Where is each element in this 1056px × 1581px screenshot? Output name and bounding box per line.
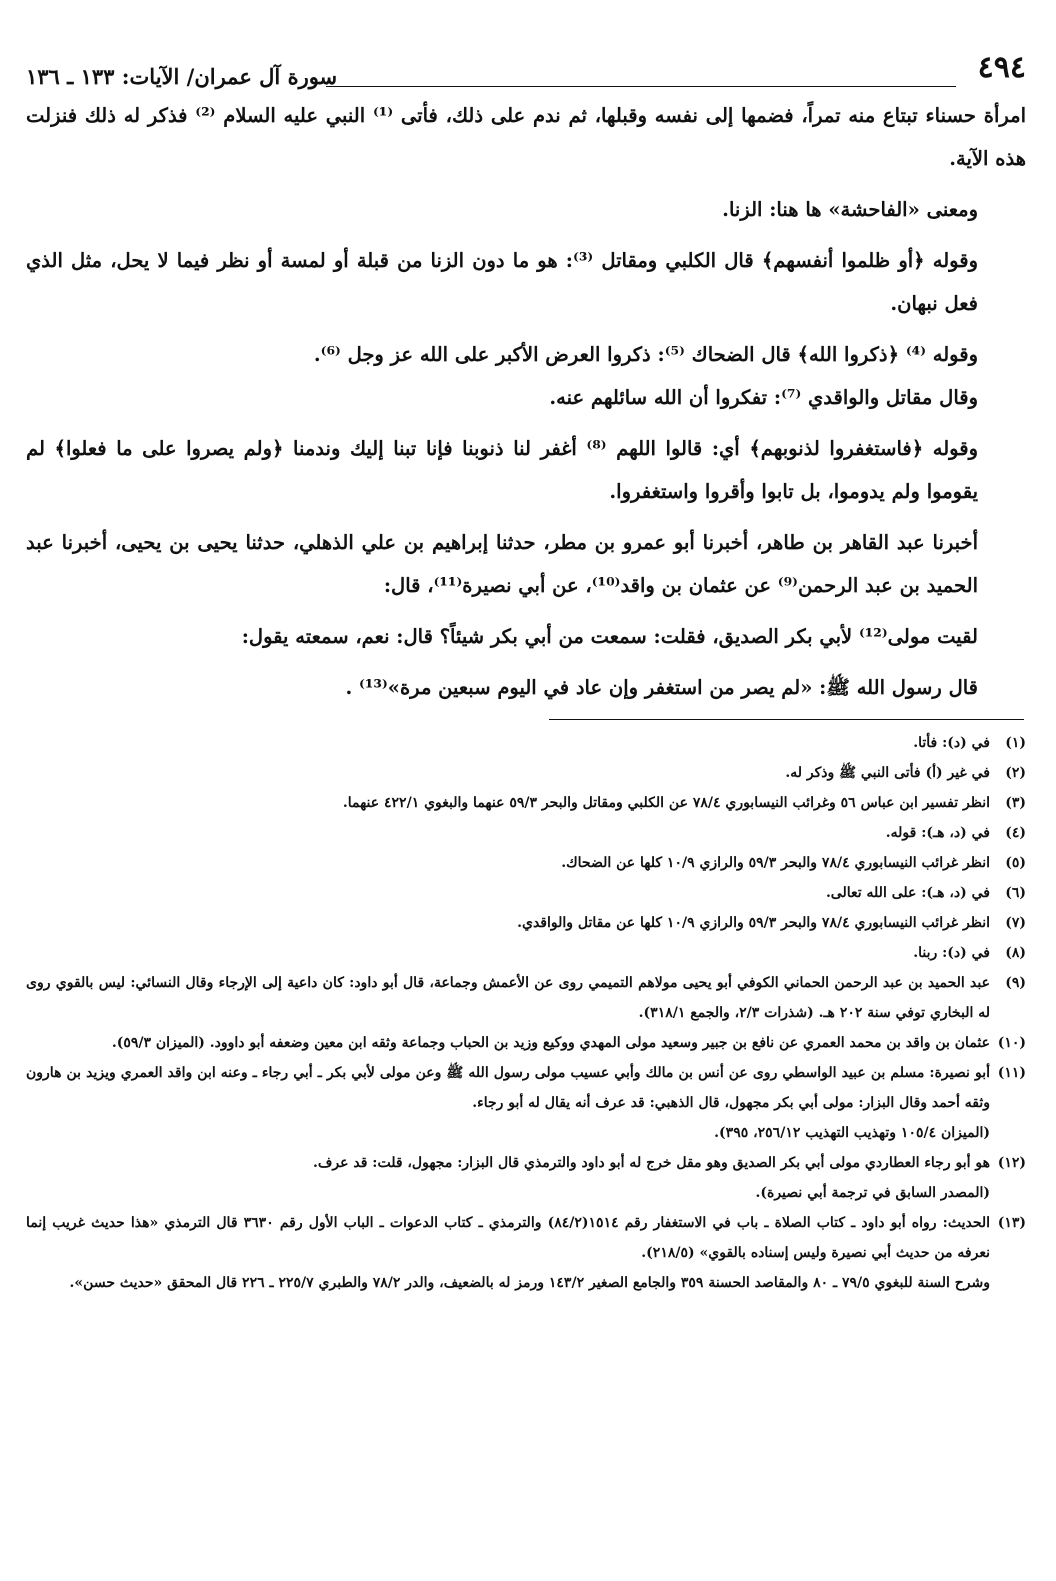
paragraph-5-text: وقال مقاتل والواقدي ⁽⁷⁾: تفكروا أن الله سائلهم عنه. xyxy=(549,386,978,409)
footnotes xyxy=(26,728,1026,1298)
footnote-line: الحديث: رواه أبو داود ـ كتاب الصلاة ـ باب في الاستغفار رقم ١٥١٤(٨٤/٢) والترمذي ـ كتاب الدعوات ـ الباب الأول رقم ٣٦٣٠ قال الترمذي «هذا حديث غريب إنما نعرفه من حديث أبي نصيرة وليس إسناده بالقوي» (٢١٨/٥). xyxy=(26,1215,991,1261)
footnote-text xyxy=(26,1208,990,1298)
header-rule xyxy=(326,86,956,87)
paragraph-4-text: قال الضحاك ⁽⁵⁾: ذكروا العرض الأكبر على الله عز وجل ⁽⁶⁾. xyxy=(313,343,791,366)
footnote-line: عبد الحميد بن عبد الرحمن الحماني الكوفي أبو يحيى مولاهم التميمي روى عن الأعمش وجماعة، قال أبو داود: كان داعية إلى الإرجاء وقال النسائي: ليس بالقوي روى له البخاري توفي سنة ٢٠٢ هـ. (شذرات ٢/٣، والجمع ٣١٨/١). xyxy=(26,975,990,1021)
footnote-line: عثمان بن واقد بن محمد العمري عن نافع بن جبير وسعيد مولى المهدي ووكيع وزيد بن الحباب وجماعة وثقه ابن معين وضعفه أبو داوود. (الميزان ٥٩/٣). xyxy=(111,1035,990,1051)
footnote xyxy=(26,968,1026,1028)
footnote xyxy=(26,728,1026,758)
paragraph-9-text: قال رسول الله ﷺ: «لم يصر من استغفر وإن عاد في اليوم سبعين مرة»⁽¹³⁾ . xyxy=(345,676,978,699)
footnote-number: (٢) xyxy=(1005,765,1026,781)
footnote xyxy=(26,1148,1026,1208)
footnote-line: في (د): ربنا. xyxy=(913,945,990,961)
paragraph-3 xyxy=(26,239,1026,325)
footnote-line: في (د، هـ): قوله. xyxy=(885,825,990,841)
footnote-text xyxy=(26,848,990,878)
footnote-line: (الميزان ١٠٥/٤ وتهذيب التهذيب ٢٥٦/١٢، ٣٩٥). xyxy=(714,1125,990,1141)
page-number: ٤٩٤ xyxy=(977,50,1026,85)
footnote xyxy=(26,878,1026,908)
footnote-text xyxy=(26,758,990,788)
paragraph-3-prefix: وقوله xyxy=(932,249,978,272)
paragraph-2 xyxy=(26,188,1026,231)
paragraph-1 xyxy=(26,94,1026,180)
paragraph-7-isnad xyxy=(26,521,1026,607)
footnote-text xyxy=(26,1028,990,1058)
paragraph-4 xyxy=(26,333,1026,376)
paragraph-5 xyxy=(26,376,1026,419)
footnote-line: هو أبو رجاء العطاردي مولى أبي بكر الصديق وهو مقل خرج له أبو داود والترمذي قال البزار: مجهول، قلت: قد عرف. xyxy=(313,1155,990,1171)
footnote-number: (٨) xyxy=(1005,945,1026,961)
footnote-number: (٦) xyxy=(1005,885,1026,901)
footnote-text xyxy=(26,938,990,968)
footnote-text xyxy=(26,728,990,758)
footnote-number: (١٢) xyxy=(997,1155,1026,1171)
footnote-number: (١) xyxy=(1005,735,1026,751)
footnote-number: (٩) xyxy=(1005,975,1026,991)
paragraph-8 xyxy=(26,615,1026,658)
footnote xyxy=(26,1028,1026,1058)
quran-verse-quote: ﴿ذكروا الله﴾ xyxy=(797,343,900,366)
footnote xyxy=(26,848,1026,878)
running-title: سورة آل عمران/ الآيات: ١٣٣ ـ ١٣٦ xyxy=(26,64,338,89)
footnote xyxy=(26,818,1026,848)
paragraph-2-text: ومعنى «الفاحشة» ها هنا: الزنا. xyxy=(722,198,978,221)
paragraph-7-text: أخبرنا عبد القاهر بن طاهر، أخبرنا أبو عمرو بن مطر، حدثنا إبراهيم بن علي الذهلي، حدثنا يحيى بن يحيى، أخبرنا عبد الحميد بن عبد الرحمن⁽⁹⁾ عن عثمان بن واقد⁽¹⁰⁾، عن أبي نصيرة⁽¹¹⁾، قال: xyxy=(26,531,978,597)
footnote xyxy=(26,1058,1026,1148)
footnote-text xyxy=(26,968,990,1028)
paragraph-6-text-end: لم يقوموا ولم يدوموا، بل تابوا وأقروا واستغفروا. xyxy=(26,437,978,503)
footnote-line: انظر غرائب النيسابوري ٧٨/٤ والبحر ٥٩/٣ والرازي ١٠/٩ كلها عن مقاتل والواقدي. xyxy=(517,915,990,931)
paragraph-9-hadith xyxy=(26,666,1026,709)
footnote-number: (١٠) xyxy=(997,1035,1026,1051)
footnote-text xyxy=(26,788,990,818)
footnote-number: (٣) xyxy=(1005,795,1026,811)
paragraph-6-prefix: وقوله xyxy=(932,437,978,460)
page xyxy=(26,50,1026,1298)
quran-verse-quote: ﴿ولم يصروا على ما فعلوا﴾ xyxy=(54,437,284,460)
footnote-line: في (د): فأتا. xyxy=(913,735,990,751)
footnote-number: (٥) xyxy=(1005,855,1026,871)
footnote xyxy=(26,908,1026,938)
footnote-text xyxy=(26,878,990,908)
footnote xyxy=(26,938,1026,968)
footnote-number: (٧) xyxy=(1005,915,1026,931)
footnote-line: في غير (أ) فأتى النبي ﷺ وذكر له. xyxy=(785,765,990,781)
footnote xyxy=(26,758,1026,788)
paragraph-1-text: امرأة حسناء تبتاع منه تمراً، فضمها إلى نفسه وقبلها، ثم ندم على ذلك، فأتى ⁽¹⁾ النبي عليه السلام ⁽²⁾ فذكر له ذلك فنزلت هذه الآية. xyxy=(26,104,1027,170)
footnote-line: انظر غرائب النيسابوري ٧٨/٤ والبحر ٥٩/٣ والرازي ١٠/٩ كلها عن الضحاك. xyxy=(561,855,990,871)
paragraph-4-prefix: وقوله ⁽⁴⁾ xyxy=(905,343,978,366)
paragraph-6-text: أي: قالوا اللهم ⁽⁸⁾ أغفر لنا ذنوبنا فإنا تبنا إليك وندمنا xyxy=(293,437,740,460)
footnote xyxy=(26,1208,1026,1298)
footnote-line: أبو نصيرة: مسلم بن عبيد الواسطي روى عن أنس بن مالك وأبي عسيب مولى رسول الله ﷺ وعن مولى لأبي بكر ـ أبي رجاء ـ وعنه ابن واقد العمري ويزيد بن هارون وثقه أحمد وقال البزار: مولى أبي بكر مجهول، قال الذهبي: قد عرف أنه يقال له أبو رجاء. xyxy=(26,1065,990,1111)
footnote xyxy=(26,788,1026,818)
footnote-line: (المصدر السابق في ترجمة أبي نصيرة). xyxy=(755,1185,990,1201)
footnote-line: وشرح السنة للبغوي ٧٩/٥ ـ ٨٠ والمقاصد الحسنة ٣٥٩ والجامع الصغير ١٤٣/٢ ورمز له بالضعيف، والدر ٧٨/٢ والطبري ٢٢٥/٧ ـ ٢٢٦ قال المحقق «حديث حسن». xyxy=(69,1275,990,1291)
paragraph-3-text: قال الكلبي ومقاتل ⁽³⁾: هو ما دون الزنا من قبلة أو لمسة أو نظر فيما لا يحل، مثل الذي فعل نبهان. xyxy=(26,249,978,315)
footnote-number: (١١) xyxy=(997,1065,1026,1081)
quran-verse-quote: ﴿فاستغفروا لذنوبهم﴾ xyxy=(749,437,924,460)
footnote-line: في (د، هـ): على الله تعالى. xyxy=(825,885,990,901)
footnote-text xyxy=(26,818,990,848)
paragraph-8-text: لقيت مولى⁽¹²⁾ لأبي بكر الصديق، فقلت: سمعت من أبي بكر شيئاً؟ قال: نعم، سمعته يقول: xyxy=(241,625,978,648)
main-text xyxy=(26,94,1026,709)
page-header xyxy=(26,50,1026,94)
footnote-separator xyxy=(549,719,1024,720)
footnote-text xyxy=(26,908,990,938)
footnote-text xyxy=(26,1058,990,1148)
footnote-text xyxy=(26,1148,990,1208)
footnote-line: انظر تفسير ابن عباس ٥٦ وغرائب النيسابوري ٧٨/٤ عن الكلبي ومقاتل والبحر ٥٩/٣ عنهما والبغوي ٤٢٢/١ عنهما. xyxy=(342,795,990,811)
footnote-number: (١٣) xyxy=(997,1215,1026,1231)
quran-verse-quote: ﴿أو ظلموا أنفسهم﴾ xyxy=(761,249,925,272)
paragraph-6 xyxy=(26,427,1026,513)
footnote-number: (٤) xyxy=(1005,825,1026,841)
